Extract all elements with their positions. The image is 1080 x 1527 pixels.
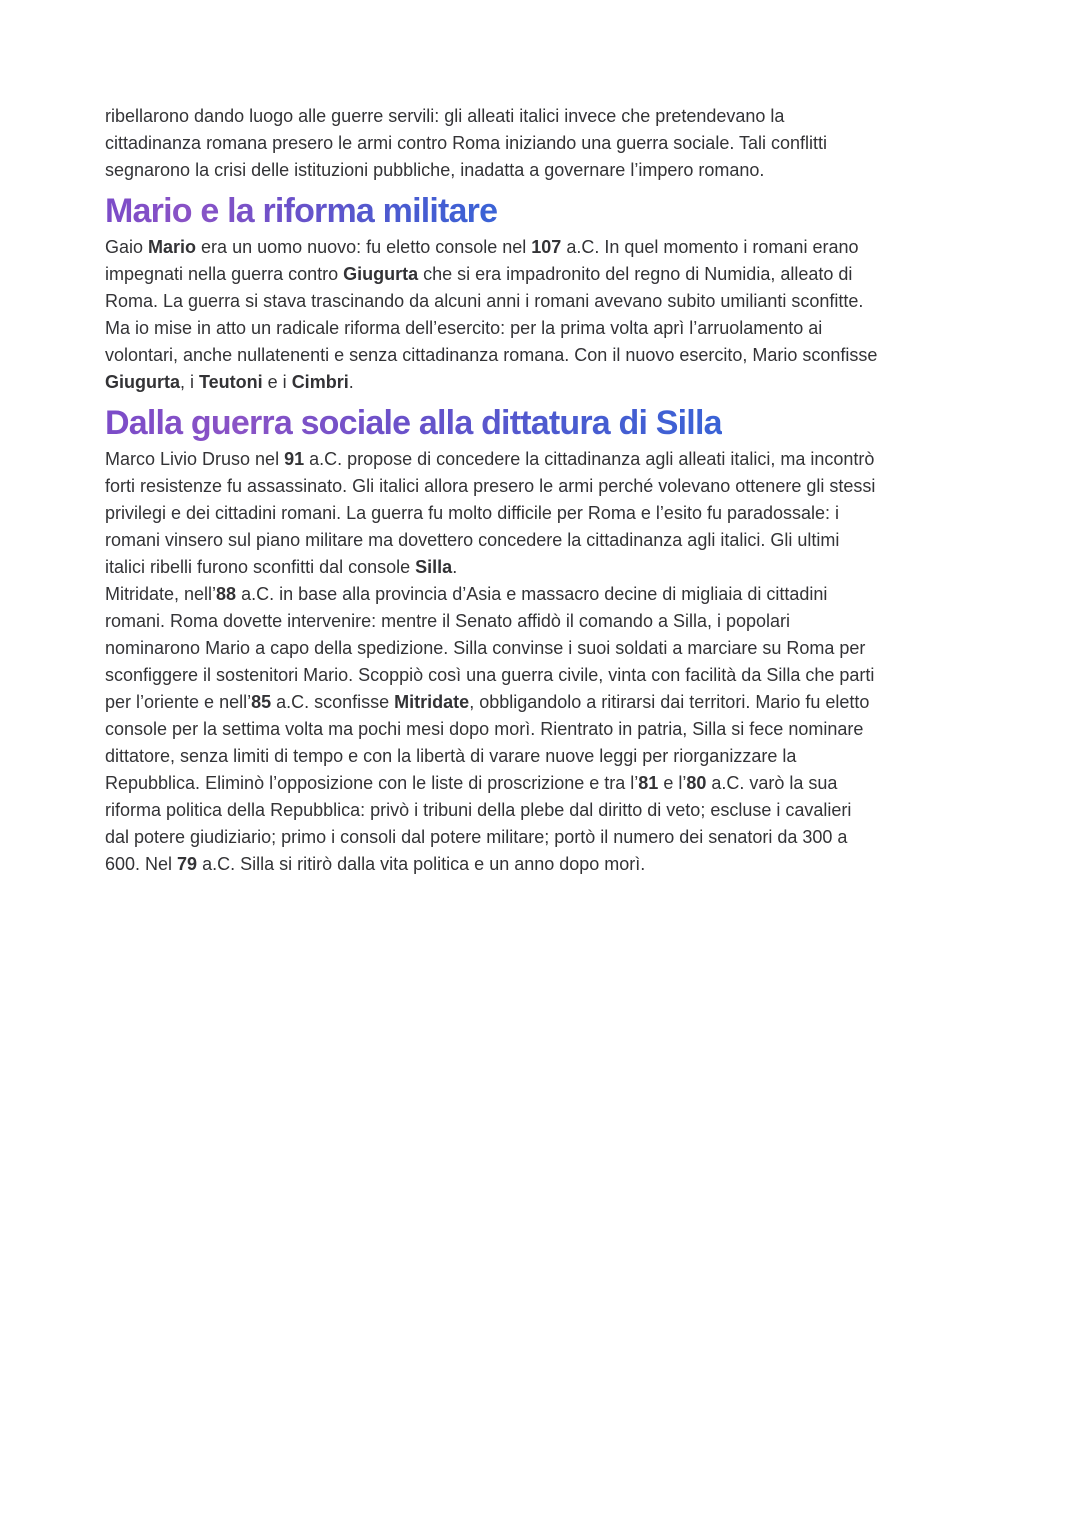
text-run: , i <box>180 372 200 392</box>
bold-text: 81 <box>638 773 659 793</box>
text-run: italici ribelli furono sconfitti dal console <box>105 557 416 577</box>
text-line <box>105 473 1005 500</box>
text-run: privilegi e dei cittadini romani. La guerra fu molto difficile per Roma e l’esito fu paradossale: i <box>105 503 840 523</box>
text-line <box>105 824 1005 851</box>
bold-text: Mitridate <box>394 692 470 712</box>
text-run: a.C. In quel momento i romani erano <box>561 237 859 257</box>
text-line <box>105 770 1005 797</box>
text-run: a.C. sconfisse <box>271 692 395 712</box>
text-line <box>105 716 1005 743</box>
text-run: sconfiggere il sostenitori Mario. Scoppiò così una guerra civile, vinta con facilità da Silla che parti <box>105 665 875 685</box>
text-run: a.C. Silla si ritirò dalla vita politica e un anno dopo morì. <box>197 854 646 874</box>
bold-text: 91 <box>284 449 305 469</box>
text-line <box>105 288 1005 315</box>
section-heading-row <box>105 396 1005 446</box>
bold-text: Cimbri <box>291 372 349 392</box>
paragraph <box>105 103 1005 184</box>
bold-text: 88 <box>216 584 237 604</box>
text-run: che si era impadronito del regno di Numidia, alleato di <box>418 264 853 284</box>
text-run: dal potere giudiziario; primo i consoli dal potere militare; portò il numero dei senatori da 300 a <box>105 827 848 847</box>
text-run: volontari, anche nullatenenti e senza cittadinanza romana. Con il nuovo esercito, Mario sconfisse <box>105 345 878 365</box>
text-run: a.C. varò la sua <box>706 773 838 793</box>
text-line <box>105 130 1005 157</box>
text-line <box>105 527 1005 554</box>
text-run: forti resistenze fu assassinato. Gli italici allora presero le armi perché volevano ottenere gli stessi <box>105 476 876 496</box>
text-line <box>105 234 1005 261</box>
bold-text: Giugurta <box>105 372 180 392</box>
text-line <box>105 157 1005 184</box>
paragraph <box>105 234 1005 396</box>
text-run: Marco Livio Druso nel <box>105 449 285 469</box>
document-content <box>105 103 1005 878</box>
text-run: Roma. La guerra si stava trascinando da alcuni anni i romani avevano subito umilianti sconfitte. <box>105 291 864 311</box>
section-heading: Mario e la riforma militare <box>105 192 498 230</box>
text-run: ribellarono dando luogo alle guerre servili: gli alleati italici invece che pretendevano la <box>105 106 785 126</box>
section-heading-row <box>105 184 1005 234</box>
bold-text: Mario <box>148 237 197 257</box>
text-line <box>105 689 1005 716</box>
text-run: Ma io mise in atto un radicale riforma dell’esercito: per la prima volta aprì l’arruolamento ai <box>105 318 823 338</box>
bold-text: Silla <box>415 557 453 577</box>
text-line <box>105 315 1005 342</box>
text-run: impegnati nella guerra contro <box>105 264 344 284</box>
bold-text: 80 <box>686 773 707 793</box>
text-run: cittadinanza romana presero le armi contro Roma iniziando una guerra sociale. Tali conflitti <box>105 133 828 153</box>
text-run: Mitridate, nell’ <box>105 584 217 604</box>
bold-text: Giugurta <box>343 264 419 284</box>
text-run: per l’oriente e nell’ <box>105 692 252 712</box>
text-run: nominarono Mario a capo della spedizione. Silla convinse i suoi soldati a marciare su Roma per <box>105 638 866 658</box>
text-run: Gaio <box>105 237 149 257</box>
text-run: . <box>348 372 354 392</box>
text-run: . <box>452 557 458 577</box>
text-line <box>105 797 1005 824</box>
paragraph <box>105 446 1005 878</box>
bold-text: 85 <box>251 692 272 712</box>
text-line <box>105 662 1005 689</box>
text-run: e i <box>262 372 292 392</box>
text-line <box>105 581 1005 608</box>
text-line <box>105 635 1005 662</box>
text-line <box>105 261 1005 288</box>
text-run: romani. Roma dovette intervenire: mentre il Senato affidò il comando a Silla, i popolari <box>105 611 791 631</box>
text-run: console per la settima volta ma pochi mesi dopo morì. Rientrato in patria, Silla si fece nominare <box>105 719 864 739</box>
text-line <box>105 446 1005 473</box>
text-line <box>105 851 1005 878</box>
text-run: Repubblica. Eliminò l’opposizione con le liste di proscrizione e tra l’ <box>105 773 639 793</box>
text-run: e l’ <box>658 773 687 793</box>
bold-text: 79 <box>177 854 198 874</box>
text-run: romani vinsero sul piano militare ma dovettero concedere la cittadinanza agli italici. Gli ultimi <box>105 530 840 550</box>
text-run: riforma politica della Repubblica: privò i tribuni della plebe dal diritto di veto; escluse i cavalieri <box>105 800 852 820</box>
text-run: 600. Nel <box>105 854 178 874</box>
text-run: , obbligandolo a ritirarsi dai territori. Mario fu eletto <box>469 692 870 712</box>
text-line <box>105 500 1005 527</box>
text-line <box>105 743 1005 770</box>
text-line <box>105 103 1005 130</box>
text-line <box>105 342 1005 369</box>
text-run: a.C. propose di concedere la cittadinanza agli alleati italici, ma incontrò <box>304 449 875 469</box>
text-line <box>105 369 1005 396</box>
bold-text: 107 <box>531 237 562 257</box>
text-run: a.C. in base alla provincia d’Asia e massacro decine di migliaia di cittadini <box>236 584 828 604</box>
text-run: era un uomo nuovo: fu eletto console nel <box>196 237 532 257</box>
text-line <box>105 554 1005 581</box>
text-run: segnarono la crisi delle istituzioni pubbliche, inadatta a governare l’impero romano. <box>105 160 765 180</box>
bold-text: Teutoni <box>199 372 263 392</box>
text-run: dittatore, senza limiti di tempo e con la libertà di varare nuove leggi per riorganizzare la <box>105 746 797 766</box>
section-heading: Dalla guerra sociale alla dittatura di Silla <box>105 404 722 442</box>
text-line <box>105 608 1005 635</box>
